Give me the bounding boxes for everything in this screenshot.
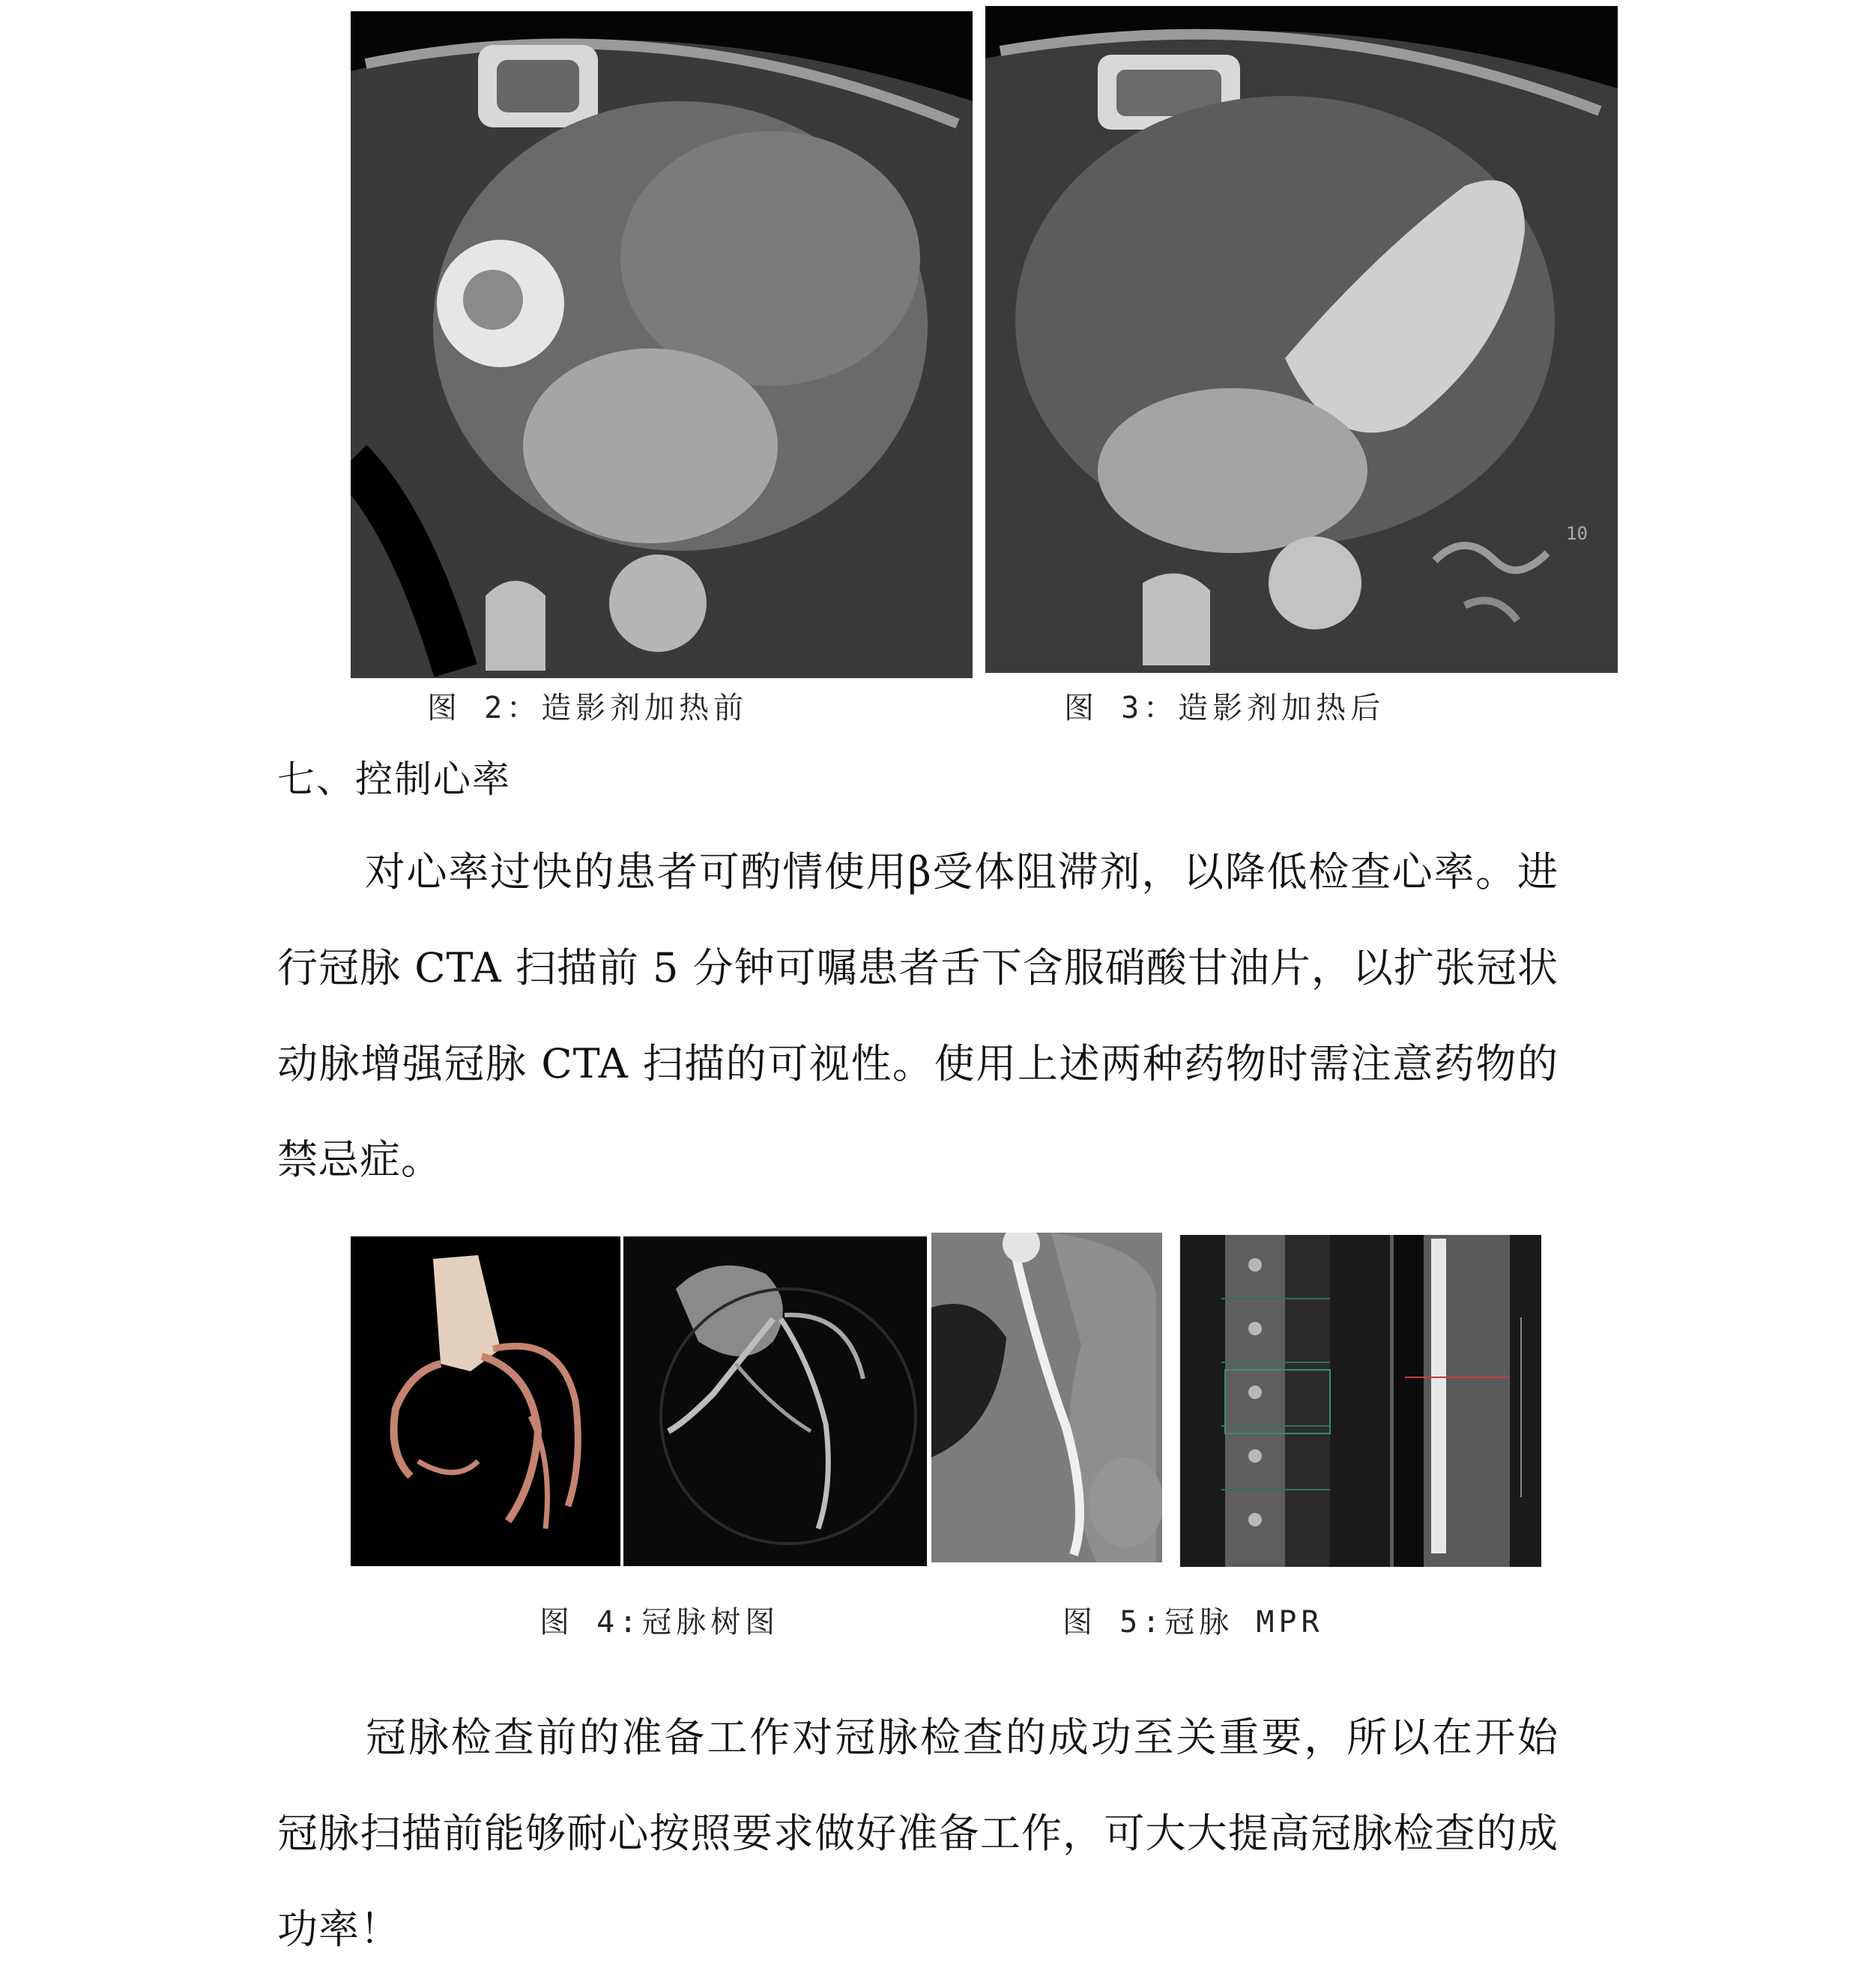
- coronary-vr-image: [351, 1236, 620, 1566]
- coronary-cpr-image: [931, 1233, 1162, 1562]
- heart-rate-paragraph-text: 对心率过快的患者可酌情使用β受体阻滞剂，以降低检查心率。进行冠脉 CTA 扫描前 5 分钟可嘱患者舌下含服硝酸甘油片，以扩张冠状动脉增强冠脉 CTA 扫描的可视性。使用上述两种药物时需注意药物的禁忌症。: [277, 848, 1559, 1183]
- figure-5-caption: 图 5:冠脉 MPR: [1062, 1605, 1324, 1640]
- image-overlay-number: 10: [1566, 523, 1588, 544]
- ct-image-before-heating: [351, 11, 973, 678]
- ct-image-after-heating: [985, 6, 1618, 673]
- section-heading: 七、控制心率: [277, 758, 511, 801]
- coronary-mip-image: [623, 1236, 927, 1566]
- figure-4-caption: 图 4:冠脉树图: [539, 1605, 780, 1640]
- heart-rate-paragraph: [277, 824, 1559, 1208]
- figure-3-caption: 图 3：造影剂加热后: [1064, 691, 1385, 725]
- conclusion-paragraph-text: 冠脉检查前的准备工作对冠脉检查的成功至关重要，所以在开始冠脉扫描前能够耐心按照要求做好准备工作，可大大提高冠脉检查的成功率！: [277, 1714, 1559, 1953]
- conclusion-paragraph: [277, 1690, 1559, 1978]
- figure-2-caption: 图 2：造影剂加热前: [427, 691, 749, 725]
- coronary-straightened-mpr-image: [1180, 1235, 1541, 1567]
